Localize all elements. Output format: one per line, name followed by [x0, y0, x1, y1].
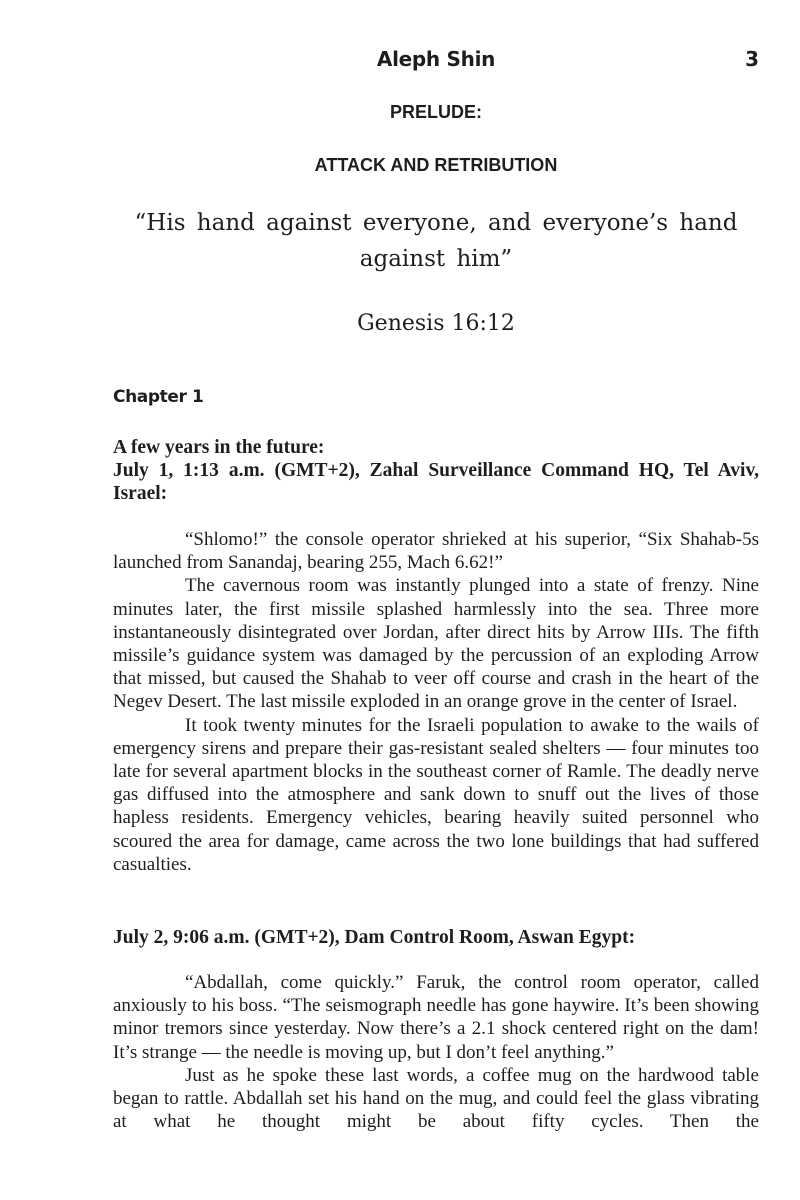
paragraph: “Abdallah, come quickly.” Faruk, the control room operator, called anxiously to his boss. “The seismograph needle has gone haywire. It’s been showing minor tremors since yesterday. Now there’s a 2.1 shock centered right on the dam! It’s strange — the needle is moving up, but I don’t feel anything.”: [113, 972, 759, 1063]
paragraph: It took twenty minutes for the Israeli population to awake to the wails of emergency sirens and prepare their gas-resistant sealed shelters — four minutes too late for several apartment blocks in the southeast corner of Ramle. The deadly nerve gas diffused into the atmosphere and sank down to snuff out the lives of those hapless residents. Emergency vehicles, bearing heavily suited personnel who scoured the area for damage, came across the two lone buildings that had suffered casualties.: [113, 714, 759, 875]
paragraph: “Shlomo!” the console operator shrieked at his superior, “Six Shahab-5s launched from Sanandaj, bearing 255, Mach 6.62!”: [113, 529, 759, 574]
chapter-heading: Chapter 1: [113, 387, 204, 407]
scene-intro: A few years in the future:: [113, 437, 325, 458]
book-title: Aleph Shin: [376, 47, 496, 71]
paragraph: The cavernous room was instantly plunged into a state of frenzy. Nine minutes later, the first missile splashed harmlessly into the sea. Three more instantaneously disintegrated over Jordan, after direct hits by Arrow IIIs. The fifth missile’s guidance system was damaged by the percussion of an exploding Arrow that missed, but caused the Shahab to veer off course and crash in the heart of the Negev Desert. The last missile exploded in an orange grove in the center of Israel.: [113, 575, 759, 713]
running-header: [113, 47, 759, 75]
scene-location-time: July 1, 1:13 a.m. (GMT+2), Zahal Surveillance Command HQ, Tel Aviv, Israel:: [113, 460, 759, 504]
page-number: 3: [745, 47, 759, 71]
epigraph-source: Genesis 16:12: [357, 311, 515, 336]
scene-location-time: July 2, 9:06 a.m. (GMT+2), Dam Control Room, Aswan Egypt:: [113, 927, 636, 948]
scene-body: [113, 971, 759, 1133]
part-title: ATTACK AND RETRIBUTION: [314, 155, 558, 175]
epigraph-quote: “His hand against everyone, and everyone’s hand against him”: [134, 210, 738, 272]
scene-body: [113, 528, 759, 876]
scene-heading: [113, 436, 759, 505]
prelude-label: PRELUDE:: [389, 102, 482, 122]
scene-heading: [113, 926, 759, 949]
paragraph: Just as he spoke these last words, a coffee mug on the hardwood table began to rattle. Abdallah set his hand on the mug, and could feel the glass vibrating at what he thought might be about fifty cycles. Then the: [113, 1064, 759, 1133]
